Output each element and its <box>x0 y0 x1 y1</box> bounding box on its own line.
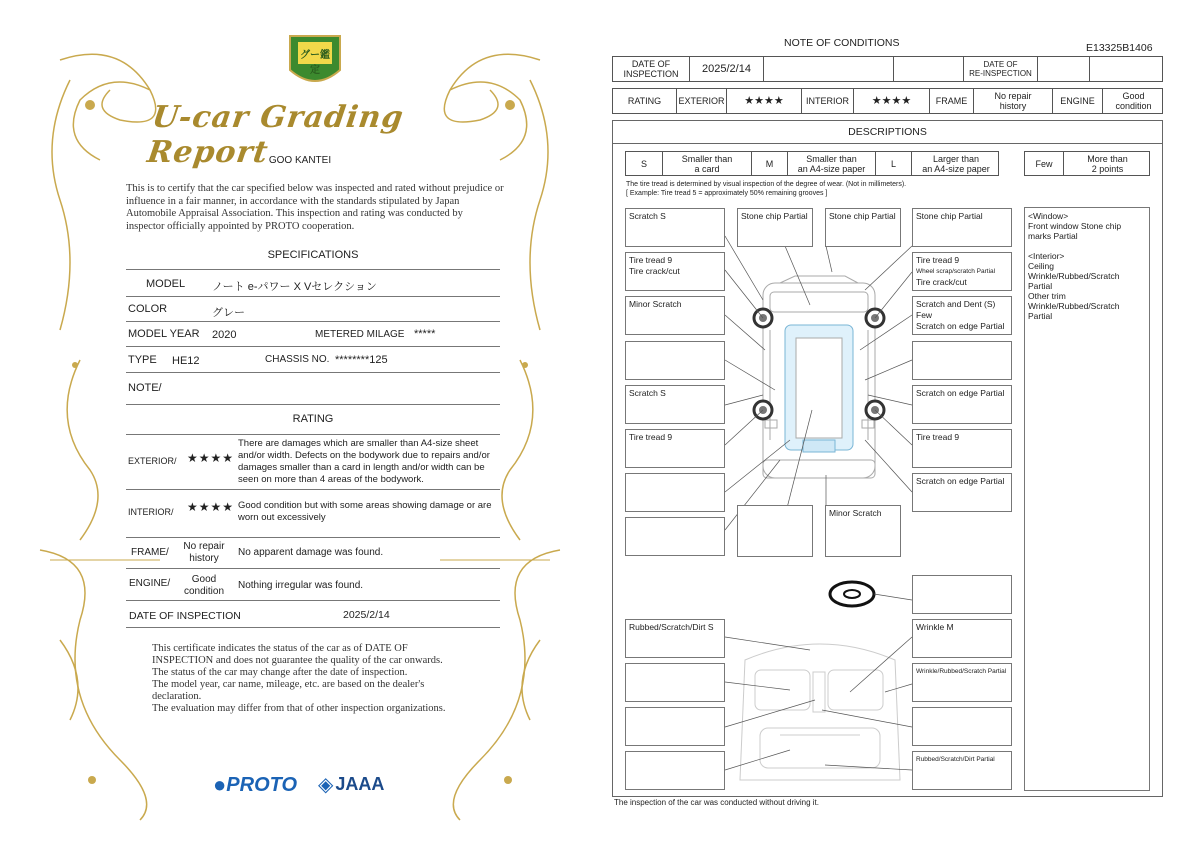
interior-label: INTERIOR <box>801 89 853 113</box>
frame-value: No repair history <box>973 89 1052 113</box>
engine-value: Good condition <box>1102 89 1164 113</box>
divider <box>126 434 500 435</box>
descriptions-heading: DESCRIPTIONS <box>612 120 1163 144</box>
condition-box: Minor Scratch <box>625 296 725 335</box>
interior-label: INTERIOR/ <box>128 507 174 517</box>
condition-box: Rubbed/Scratch/Dirt S <box>625 619 725 658</box>
divider <box>126 600 500 601</box>
note-label: NOTE/ <box>128 382 162 394</box>
chassis-label: CHASSIS NO. <box>265 354 330 365</box>
model-label: MODEL <box>146 278 186 290</box>
condition-box <box>912 575 1012 614</box>
legend-s: S <box>640 158 647 169</box>
legend-few-desc: More than 2 points <box>1063 152 1151 175</box>
model-value: ノート e-パワー X Vセレクション <box>212 281 377 293</box>
condition-box: Tire tread 9 <box>912 429 1012 468</box>
jaaa-logo: ◈ JAAA <box>318 774 385 796</box>
model-year-value: 2020 <box>212 329 237 341</box>
divider <box>126 568 500 569</box>
inspection-date-value: 2025/2/14 <box>343 609 390 621</box>
window-heading: <Window> <box>1028 211 1069 221</box>
legend-l: L <box>875 152 911 175</box>
noc-title: NOTE OF CONDITIONS <box>784 37 900 49</box>
condition-box <box>912 341 1012 380</box>
divider <box>126 296 500 297</box>
inspection-footnote: The inspection of the car was conducted without driving it. <box>614 798 819 807</box>
color-label: COLOR <box>128 303 168 315</box>
legend-l-desc: Larger than an A4-size paper <box>911 152 1000 175</box>
divider <box>126 537 500 538</box>
report-subtitle: GOO KANTEI <box>268 155 332 166</box>
engine-value: Good condition <box>183 574 225 597</box>
interior-stars: ★★★★ <box>187 500 235 514</box>
interior-heading: <Interior> <box>1028 251 1065 261</box>
notes-panel: <Window> Front window Stone chip marks Partial <Interior> Ceiling Wrinkle/Rubbed/Scratch Partial Other trim Wrinkle/Rubbed/Scratch Partial <box>1024 207 1150 791</box>
tire-tread-note: The tire tread is determined by visual inspection of the degree of wear. (Not in millimeters). [ Example: Tire tread 5 = approximately 50% remaining grooves ] <box>626 181 907 197</box>
exterior-label: EXTERIOR <box>676 89 726 113</box>
divider <box>126 269 500 270</box>
condition-box: Rubbed/Scratch/Dirt Partial <box>912 751 1012 790</box>
divider <box>126 404 500 405</box>
model-year-label: MODEL YEAR <box>128 328 200 340</box>
condition-box: Tire tread 9 <box>625 429 725 468</box>
engine-label: ENGINE <box>1052 89 1102 113</box>
specifications-heading: SPECIFICATIONS <box>267 249 359 261</box>
divider <box>126 321 500 322</box>
condition-box: Scratch S <box>625 208 725 247</box>
legend-m-desc: Smaller than an A4-size paper <box>787 152 875 175</box>
condition-box <box>625 517 725 556</box>
condition-box: Scratch on edge Partial <box>912 385 1012 424</box>
type-label: TYPE <box>128 354 157 366</box>
legend-few: Few <box>1035 158 1053 169</box>
divider <box>126 627 500 628</box>
condition-box <box>625 341 725 380</box>
legend-m: M <box>751 152 787 175</box>
interior-description: Good condition but with some areas showing damage or are worn out excessively <box>238 500 492 523</box>
condition-box: Scratch on edge Partial <box>912 473 1012 512</box>
note-of-conditions <box>600 0 1200 848</box>
condition-box: Minor Scratch <box>825 505 901 557</box>
exterior-stars: ★★★★ <box>726 89 801 113</box>
goo-kantei-badge <box>286 30 344 92</box>
color-value: グレー <box>212 307 245 319</box>
proto-logo: ● PROTO <box>213 772 298 797</box>
divider <box>126 489 500 490</box>
certification-intro: This is to certify that the car specified below was inspected and rated without prejudice or influence in a fair manner, in accordance with the standards stipulated by Japan Automobile Appraisal Association. This inspection and rating was conducted by inspector officially appointed by PROTO cooperation. <box>126 183 504 232</box>
inspection-date-label: DATE OF INSPECTION <box>129 610 241 622</box>
document-id: E13325B1406 <box>1086 42 1153 54</box>
legend-s-desc: Smaller than a card <box>662 152 751 175</box>
inspection-date-label: DATE OF INSPECTION <box>623 59 679 79</box>
exterior-label: EXTERIOR/ <box>128 456 177 466</box>
exterior-stars: ★★★★ <box>187 451 235 465</box>
metered-mileage-label: METERED MILAGE <box>315 329 405 340</box>
interior-stars: ★★★★ <box>853 89 929 113</box>
rating-label: RATING <box>627 96 662 106</box>
divider <box>126 372 500 373</box>
condition-box <box>625 707 725 746</box>
condition-box <box>912 707 1012 746</box>
condition-box <box>625 473 725 512</box>
condition-box: Stone chip Partial <box>912 208 1012 247</box>
condition-box: Tire tread 9 Tire crack/cut <box>625 252 725 291</box>
rating-heading: RATING <box>292 413 334 425</box>
badge-text: グー鑑定 <box>300 50 330 76</box>
condition-box: Wrinkle/Rubbed/Scratch Partial <box>912 663 1012 702</box>
frame-description: No apparent damage was found. <box>238 547 384 558</box>
engine-description: Nothing irregular was found. <box>238 580 364 591</box>
report-title: U-car Grading Report <box>145 100 406 170</box>
jaaa-mark-icon: ◈ <box>318 774 334 796</box>
chassis-value: ********125 <box>335 354 388 366</box>
exterior-description: There are damages which are smaller than A4-size sheet and/or width. Defects on the bodywork due to repairs and/or damages smaller than a card in length and/or width can be seen on more than 4 areas of the bodywork. <box>238 438 490 485</box>
condition-box: Scratch and Dent (S) Few Scratch on edge Partial <box>912 296 1012 335</box>
type-value: HE12 <box>172 355 200 367</box>
condition-box: Stone chip Partial <box>737 208 813 247</box>
condition-box: Stone chip Partial <box>825 208 901 247</box>
certificate-disclaimer: This certificate indicates the status of the car as of DATE OF INSPECTION and does not guarantee the quality of the car onwards. The status of the car may change after the date of inspection. The model year, car name, mileage, etc. are based on the dealer's declaration. The evaluation may differ from that of other inspection organizations. <box>152 643 446 714</box>
frame-value: No repair history <box>183 541 225 564</box>
condition-box <box>737 505 813 557</box>
window-note: Front window Stone chip marks Partial <box>1028 221 1122 241</box>
reinspection-date-label: DATE OF RE-INSPECTION <box>963 57 1037 81</box>
condition-box: Scratch S <box>625 385 725 424</box>
frame-label: FRAME/ <box>131 547 169 558</box>
metered-mileage-value: ***** <box>414 328 436 340</box>
engine-label: ENGINE/ <box>129 578 171 589</box>
condition-box: Wrinkle M <box>912 619 1012 658</box>
condition-box: Tire tread 9 Wheel scrap/scratch Partial Tire crack/cut <box>912 252 1012 291</box>
proto-mark-icon: ● <box>213 772 227 797</box>
condition-box <box>625 663 725 702</box>
condition-box <box>625 751 725 790</box>
divider <box>126 346 500 347</box>
frame-label: FRAME <box>929 89 973 113</box>
inspection-date-value: 2025/2/14 <box>689 57 763 81</box>
